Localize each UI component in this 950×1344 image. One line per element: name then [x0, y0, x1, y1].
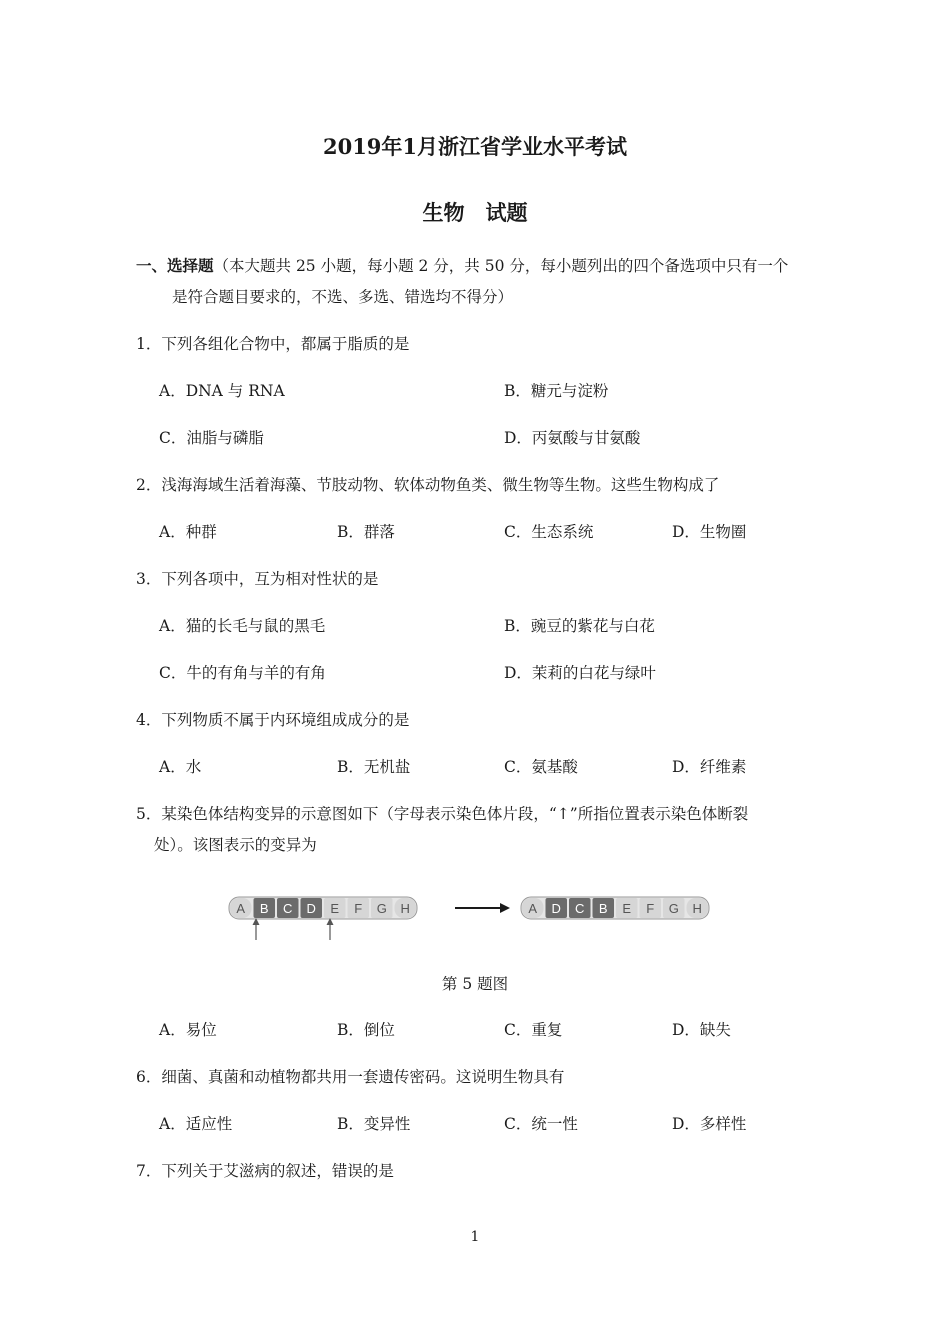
q3-option-a: A．猫的长毛与鼠的黑毛 — [159, 617, 326, 635]
chromosome-after — [521, 897, 709, 919]
q4-stem: 4．下列物质不属于内环境组成成分的是 — [136, 711, 410, 729]
segment-label: H — [400, 901, 410, 916]
q1-option-c: C．油脂与磷脂 — [159, 429, 264, 447]
q2-option-b: B．群落 — [337, 523, 395, 541]
q5-stem-line2: 处）。该图表示的变异为 — [154, 836, 317, 854]
q2-option-a: A．种群 — [159, 523, 217, 541]
q6-option-a: A．适应性 — [159, 1115, 233, 1133]
q1-option-b: B．糖元与淀粉 — [504, 382, 609, 400]
q3-option-c: C．牛的有角与羊的有角 — [159, 664, 326, 682]
section-label: 一、选择题 — [136, 256, 214, 275]
exam-title: 2019年1月浙江省学业水平考试 — [322, 134, 628, 159]
q1-option-a: A．DNA 与 RNA — [159, 382, 285, 400]
segment-label: G — [668, 901, 679, 916]
q3-option-d: D．茉莉的白花与绿叶 — [504, 664, 656, 682]
segment-label: B — [259, 901, 269, 916]
segment-label: E — [330, 901, 340, 916]
segment-label: C — [283, 901, 293, 916]
exam-subtitle: 生物 试题 — [422, 200, 528, 225]
arrow-icon — [455, 903, 510, 913]
section-heading — [136, 255, 788, 277]
segment-label: A — [528, 901, 538, 916]
q2-stem: 2．浅海海域生活着海藻、节肢动物、软体动物鱼类、微生物等生物。这些生物构成了 — [136, 476, 720, 494]
section-note-line1: （本大题共 25 小题，每小题 2 分，共 50 分，每小题列出的四个备选项中只有一个 — [213, 257, 789, 275]
q6-option-c: C．统一性 — [504, 1115, 578, 1133]
q4-option-a: A．水 — [159, 758, 202, 776]
page-number: 1 — [470, 1229, 480, 1245]
segment-label: A — [236, 901, 246, 916]
q3-stem: 3．下列各项中，互为相对性状的是 — [136, 570, 379, 588]
q2-option-c: C．生态系统 — [504, 523, 594, 541]
chromosome-before — [229, 897, 417, 919]
q5-stem-line1: 5．某染色体结构变异的示意图如下（字母表示染色体片段，“↑”所指位置表示染色体断裂 — [136, 805, 749, 823]
segment-label: F — [646, 901, 655, 916]
chromosome-figure — [225, 892, 740, 948]
q4-option-c: C．氨基酸 — [504, 758, 578, 776]
q1-stem: 1．下列各组化合物中，都属于脂质的是 — [136, 335, 410, 353]
break-point-arrow-1 — [253, 918, 260, 940]
q6-option-b: B．变异性 — [337, 1115, 411, 1133]
q4-option-b: B．无机盐 — [337, 758, 411, 776]
segment-label: C — [575, 901, 585, 916]
q5-option-c: C．重复 — [504, 1021, 563, 1039]
segment-label: D — [551, 901, 561, 916]
segment-label: B — [598, 901, 608, 916]
q1-option-d: D．丙氨酸与甘氨酸 — [504, 429, 641, 447]
q5-option-b: B．倒位 — [337, 1021, 395, 1039]
segment-label: E — [622, 901, 632, 916]
q7-stem: 7．下列关于艾滋病的叙述，错误的是 — [136, 1162, 394, 1180]
break-point-arrow-2 — [327, 918, 334, 940]
section-note-line2: 是符合题目要求的，不选、多选、错选均不得分） — [172, 288, 514, 306]
segment-label: D — [306, 901, 316, 916]
q6-stem: 6．细菌、真菌和动植物都共用一套遗传密码。这说明生物具有 — [136, 1068, 565, 1086]
q5-option-d: D．缺失 — [672, 1021, 731, 1039]
q5-option-a: A．易位 — [159, 1021, 217, 1039]
segment-label: F — [354, 901, 363, 916]
segment-label: G — [376, 901, 387, 916]
q5-figure-caption: 第 5 题图 — [441, 975, 509, 993]
q2-option-d: D．生物圈 — [672, 523, 747, 541]
q3-option-b: B．豌豆的紫花与白花 — [504, 617, 655, 635]
q6-option-d: D．多样性 — [672, 1115, 747, 1133]
segment-label: H — [692, 901, 702, 916]
q4-option-d: D．纤维素 — [672, 758, 747, 776]
